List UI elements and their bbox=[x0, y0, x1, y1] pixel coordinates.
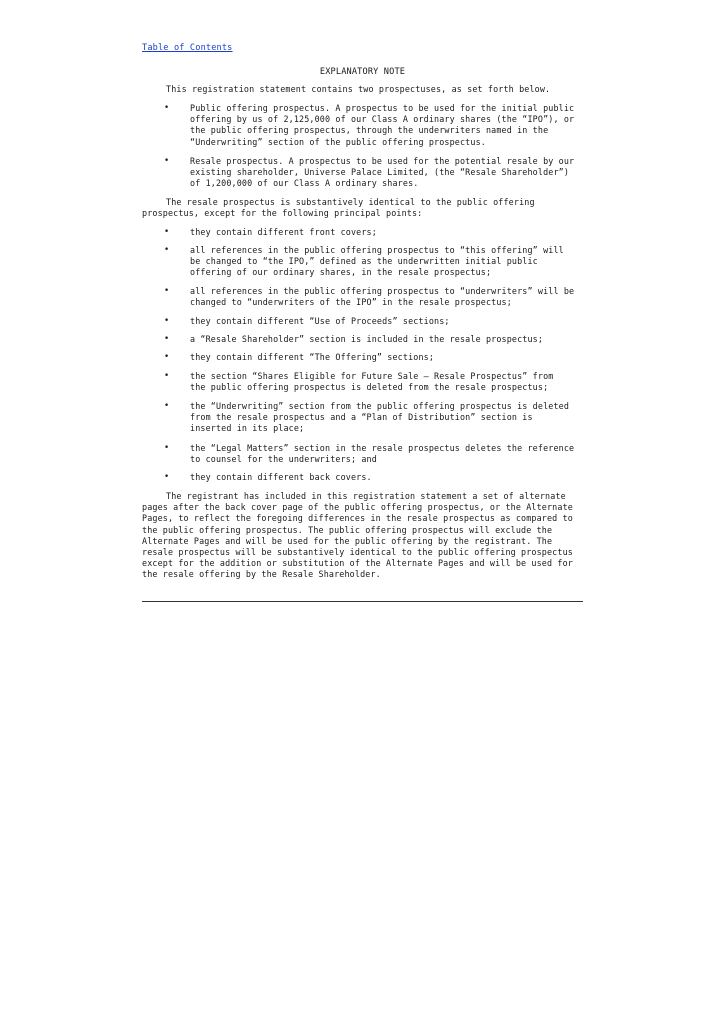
page-title: EXPLANATORY NOTE bbox=[319, 67, 406, 77]
list-item-text: they contain different “Use of Proceeds” sections; bbox=[190, 316, 450, 326]
list-item-text: the “Legal Matters” section in the resale prospectus deletes the reference to counsel for the underwriters; and bbox=[190, 443, 575, 465]
list-item-text: all references in the public offering prospectus to “underwriters” will be changed to “underwriters of the IPO” in the resale prospectus; bbox=[190, 286, 575, 308]
list-item-text: the section “Shares Eligible for Future Sale — Resale Prospectus” from the public offering prospectus is deleted from the resale prospectus; bbox=[190, 371, 554, 393]
bullet-icon: • bbox=[164, 227, 170, 237]
differences-intro-paragraph: The resale prospectus is substantively identical to the public offering prospectus, except for the following principal points: bbox=[142, 197, 535, 219]
intro-paragraph: This registration statement contains two prospectuses, as set forth below. bbox=[166, 84, 551, 94]
list-item-text: all references in the public offering prospectus to “this offering” will be changed to “the IPO,” defined as the underwritten initial public offering of our ordinary shares, in the resale prospectus; bbox=[190, 245, 564, 278]
bullet-icon: • bbox=[164, 443, 170, 453]
page-divider bbox=[142, 601, 583, 602]
list-item-text: the “Underwriting” section from the public offering prospectus is deleted from the resale prospectus and a “Plan of Distribution” section is inserted in its place; bbox=[190, 401, 570, 434]
list-item-text: a “Resale Shareholder” section is included in the resale prospectus; bbox=[190, 334, 544, 344]
bullet-icon: • bbox=[164, 316, 170, 326]
bullet-icon: • bbox=[164, 472, 170, 482]
bullet-icon: • bbox=[164, 245, 170, 255]
bullet-icon: • bbox=[164, 286, 170, 296]
list-item-text: they contain different front covers; bbox=[190, 227, 377, 237]
closing-paragraph: The registrant has included in this registration statement a set of alternate pages after the back cover page of the public offering prospectus, or the Alternate Pages, to reflect the foregoing differences in the resale prospectus as compared to the public offering prospectus. The public offering prospectus will exclude the Alternate Pages and will be used for the public offering by the registrant. The resale prospectus will be substantively identical to the public offering prospectus except for the addition or substitution of the Alternate Pages and will be used for the resale offering by the Resale Shareholder. bbox=[142, 491, 573, 580]
bullet-icon: • bbox=[164, 103, 170, 113]
bullet-icon: • bbox=[164, 371, 170, 381]
bullet-icon: • bbox=[164, 352, 170, 362]
list-item-text: Public offering prospectus. A prospectus to be used for the initial public offering by us of 2,125,000 of our Class A ordinary shares (the “IPO”), or the public offering prospectus, through the underwriters named in the “Underwriting” section of the public offering prospectus. bbox=[190, 103, 575, 147]
table-of-contents-link[interactable]: Table of Contents bbox=[142, 43, 233, 53]
list-item-text: Resale prospectus. A prospectus to be used for the potential resale by our existing shareholder, Universe Palace Limited, (the “Resale Shareholder”) of 1,200,000 of our Class A ordinary shares. bbox=[190, 156, 575, 189]
bullet-icon: • bbox=[164, 334, 170, 344]
bullet-icon: • bbox=[164, 401, 170, 411]
list-item-text: they contain different “The Offering” sections; bbox=[190, 352, 435, 362]
list-item-text: they contain different back covers. bbox=[190, 472, 372, 482]
bullet-icon: • bbox=[164, 156, 170, 166]
